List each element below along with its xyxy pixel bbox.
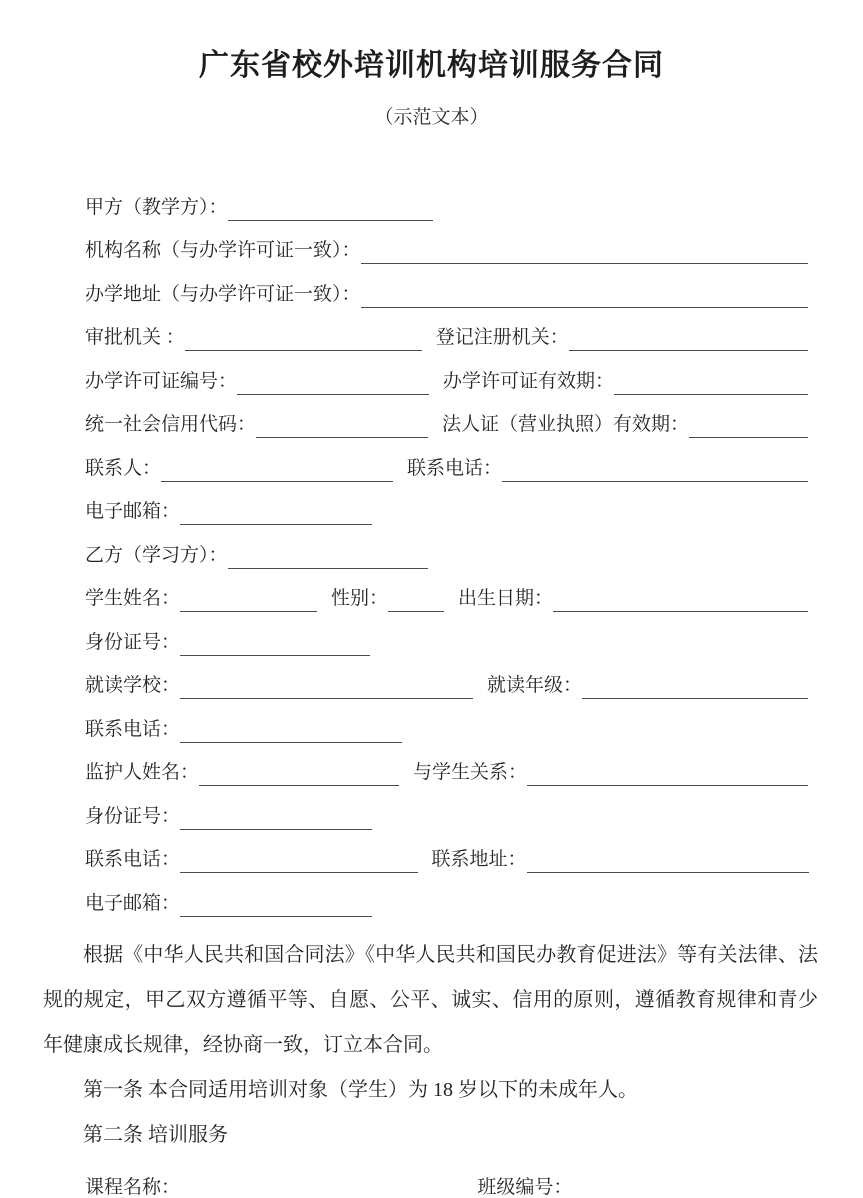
form-row	[85, 612, 808, 656]
form-field	[85, 891, 372, 917]
form-field	[458, 586, 808, 612]
form-row	[85, 482, 808, 526]
form-row	[85, 264, 808, 308]
field-label: 学生姓名：	[85, 588, 181, 609]
field-label: 身份证号：	[85, 805, 181, 827]
blank-underline	[582, 675, 808, 699]
field-label: 联系人：	[85, 457, 162, 479]
field-label: 联系电话：	[85, 718, 181, 740]
field-label: 统一社会信用代码：	[85, 414, 257, 435]
blank-underline	[689, 414, 808, 438]
field-label: 就读年级：	[487, 675, 583, 696]
party-info-form	[85, 177, 808, 917]
form-field	[85, 630, 370, 656]
clause-2-paragraph: 第二条 培训服务	[83, 1123, 228, 1146]
course-info-form	[85, 1158, 808, 1198]
document-title: 广东省校外培训机构培训服务合同	[199, 49, 664, 82]
blank-underline	[180, 1177, 466, 1198]
blank-underline	[502, 458, 808, 482]
form-row	[85, 177, 808, 221]
blank-underline	[180, 719, 402, 743]
field-label: 乙方（学习方）：	[85, 544, 228, 566]
field-label: 联系电话：	[407, 457, 503, 479]
form-field	[85, 412, 428, 438]
field-label: 法人证（营业执照）有效期：	[442, 414, 690, 435]
form-field	[85, 760, 399, 786]
form-row	[85, 743, 808, 787]
blank-underline	[180, 588, 317, 612]
form-field	[85, 717, 402, 743]
form-field	[85, 369, 429, 395]
blank-underline	[180, 849, 418, 873]
blank-underline	[237, 371, 429, 395]
field-label: 办学许可证有效期：	[443, 370, 615, 392]
form-row	[85, 308, 808, 352]
blank-underline	[527, 762, 808, 786]
blank-underline	[161, 458, 393, 482]
blank-underline	[614, 371, 808, 395]
blank-underline	[228, 545, 428, 569]
form-field	[413, 760, 808, 786]
clause-1-paragraph: 第一条 本合同适用培训对象（学生）为 18 岁以下的未成年人。	[83, 1078, 638, 1101]
form-field	[85, 195, 433, 221]
form-field	[331, 586, 444, 612]
form-row	[85, 786, 808, 830]
form-field	[477, 1175, 808, 1198]
form-row	[85, 525, 808, 569]
blank-underline	[180, 501, 372, 525]
form-field	[436, 325, 808, 351]
form-row	[85, 656, 808, 700]
field-label: 机构名称（与办学许可证一致）：	[85, 240, 361, 261]
blank-underline	[228, 197, 433, 221]
field-label: 就读学校：	[85, 675, 181, 696]
form-field	[407, 456, 808, 482]
blank-underline	[185, 327, 422, 351]
form-field	[432, 847, 808, 873]
form-row	[85, 873, 808, 917]
document-subtitle: （示范文本）	[374, 107, 489, 128]
field-label: 甲方（教学方）：	[85, 196, 228, 218]
field-label: 与学生关系：	[413, 762, 528, 783]
blank-underline	[572, 1177, 810, 1198]
field-label: 审批机关 ：	[85, 327, 185, 348]
form-field	[442, 412, 808, 438]
form-field	[85, 1175, 463, 1198]
preamble-paragraph: 根据《中华人民共和国合同法》《中华人民共和国民办教育促进法》等有关法律、法规的规定，甲乙双方遵循平等、自愿、公平、诚实、信用的原则，遵循教育规律和青少年健康成长规律，经协商一致，订立本合同。	[43, 943, 818, 1056]
form-field	[85, 543, 428, 569]
form-row	[85, 699, 808, 743]
field-label: 出生日期：	[458, 588, 554, 609]
form-row	[85, 438, 808, 482]
form-row	[85, 221, 808, 265]
field-label: 联系电话：	[85, 849, 181, 870]
form-field	[85, 586, 317, 612]
blank-underline	[256, 414, 428, 438]
form-row	[85, 830, 808, 874]
field-label: 办学许可证编号：	[85, 370, 238, 392]
field-label: 电子邮箱：	[85, 892, 181, 914]
field-label: 办学地址（与办学许可证一致）：	[85, 283, 361, 305]
field-label: 登记注册机关：	[435, 327, 569, 348]
field-label: 课程名称：	[85, 1177, 181, 1198]
blank-underline	[361, 284, 808, 308]
blank-underline	[180, 675, 473, 699]
field-label: 监护人姓名：	[85, 762, 200, 783]
blank-underline	[388, 588, 444, 612]
field-label: 联系地址：	[431, 849, 527, 870]
blank-underline	[361, 240, 808, 264]
blank-underline	[180, 806, 372, 830]
form-row	[85, 569, 808, 613]
form-field	[85, 804, 372, 830]
form-field	[85, 238, 808, 264]
field-label: 身份证号：	[85, 631, 181, 653]
blank-underline	[199, 762, 399, 786]
form-field	[487, 673, 808, 699]
blank-underline	[569, 327, 808, 351]
form-field	[85, 499, 372, 525]
contract-body-text	[43, 933, 818, 1158]
field-label: 性别：	[331, 588, 389, 609]
form-field	[443, 369, 808, 395]
field-label: 班级编号：	[477, 1177, 573, 1198]
blank-underline	[553, 588, 808, 612]
blank-underline	[527, 849, 809, 873]
form-row	[85, 1158, 808, 1198]
form-field	[85, 847, 418, 873]
blank-underline	[180, 893, 372, 917]
form-field	[85, 282, 808, 308]
form-row	[85, 395, 808, 439]
field-label: 电子邮箱：	[85, 501, 181, 522]
blank-underline	[180, 632, 370, 656]
form-row	[85, 351, 808, 395]
form-field	[85, 456, 393, 482]
form-field	[85, 325, 422, 351]
form-field	[85, 673, 473, 699]
